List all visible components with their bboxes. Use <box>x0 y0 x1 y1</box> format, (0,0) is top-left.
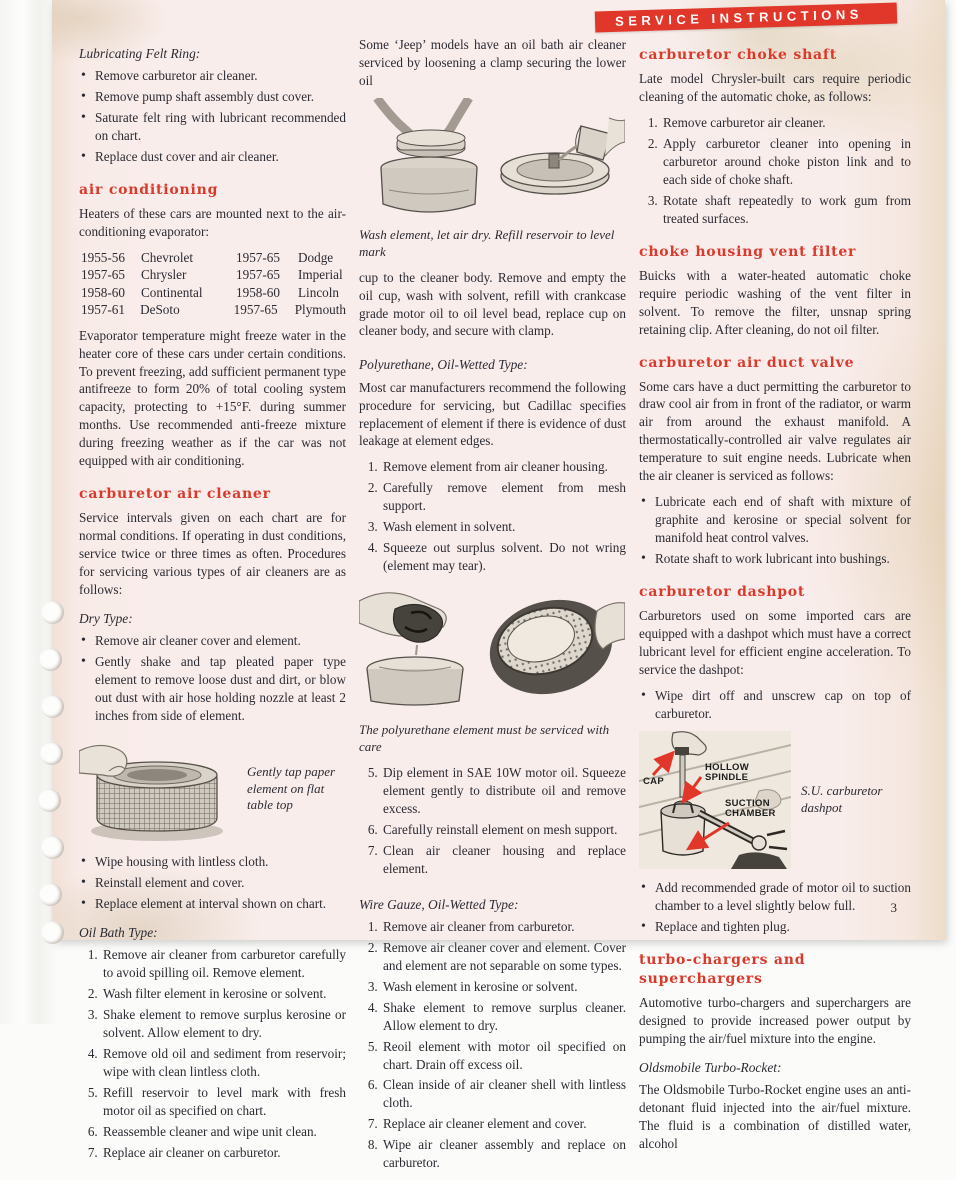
bullet-item: • Gently shake and tap pleated paper type element to remove loose dust and dirt, or blow out dust with air hose holding nozzle at least 2 inches from side of element. <box>95 653 346 725</box>
dry-figure-caption: Gently tap paper element on flat table top <box>247 763 336 813</box>
step-item: 2. Remove air cleaner cover and element. Cover and element are not separable on some types. <box>381 939 626 975</box>
step-item: 8. Wipe air cleaner assembly and replace on carburetor. <box>381 1136 626 1172</box>
page-content <box>79 34 917 1180</box>
turbo-heading: turbo-chargers and superchargers <box>639 951 806 987</box>
paper-element-illustration <box>79 733 237 845</box>
step-item: 4. Squeeze out surplus solvent. Do not wring (element may tear). <box>381 539 626 575</box>
table-cell: DeSoto <box>140 302 180 318</box>
bullet-item: • Remove air cleaner cover and element. <box>95 632 346 650</box>
binder-hole <box>39 883 62 906</box>
step-item: 2. Wash filter element in kerosine or solvent. <box>101 985 346 1003</box>
step-item: 5. Reoil element with motor oil specified on chart. Drain off excess oil. <box>381 1038 626 1074</box>
bullet-item: • Reinstall element and cover. <box>95 874 346 892</box>
binder-hole <box>38 789 61 812</box>
table-row <box>81 284 346 301</box>
table-cell: 1955-56 <box>81 249 125 265</box>
table-cell: Plymouth <box>294 302 347 318</box>
bullet-item: • Lubricate each end of shaft with mixture of graphite and kerosine or special solvent for manifold heat control valves. <box>655 493 911 547</box>
oldsmobile-heading: Oldsmobile Turbo-Rocket: <box>639 1059 782 1075</box>
felt-ring-heading: Lubricating Felt Ring: <box>79 46 201 61</box>
choke-shaft-steps <box>639 114 911 228</box>
hollow-spindle-label: HOLLOW SPINDLE <box>705 761 750 783</box>
bullet-item: • Rotate shaft to work lubricant into bushings. <box>655 550 911 568</box>
manual-page <box>52 0 945 1171</box>
step-item: 7. Replace air cleaner on carburetor. <box>101 1144 346 1162</box>
step-item: 3. Shake element to remove surplus kerosine or solvent. Allow element to dry. <box>101 1006 346 1042</box>
page-number: 3 <box>890 900 897 915</box>
step-item: 2. Apply carburetor cleaner into opening in carburetor around choke piston link and to each side of choke shaft. <box>661 135 911 189</box>
step-item: 4. Remove old oil and sediment from reservoir; wipe with clean lintless cloth. <box>101 1045 346 1081</box>
table-cell: Chevrolet <box>141 249 194 265</box>
table-cell: Dodge <box>298 249 334 265</box>
step-item: 4. Shake element to remove surplus cleaner. Allow element to dry. <box>381 999 626 1035</box>
bullet-item: • Wipe dirt off and unscrew cap on top of carburetor. <box>655 687 911 723</box>
choke-shaft-intro: Late model Chrysler-built cars require periodic cleaning of the automatic choke, as follows: <box>639 71 911 104</box>
air-cleaner-intro: Service intervals given on each chart are for normal conditions. If operating in dust conditions, service twice or three times as often. Procedures for servicing various types of air cleaners are as follows: <box>79 510 346 598</box>
jeep-paragraph: cup to the cleaner body. Remove and empty the oil cup, wash with solvent, refill with crankcase grade motor oil to oil level bead, replace cup on cleaner body, and secure with clamp. <box>359 269 626 339</box>
step-item: 6. Clean inside of air cleaner shell with lintless cloth. <box>381 1076 626 1112</box>
binder-hole <box>41 921 64 944</box>
felt-ring-list <box>79 67 346 166</box>
air-conditioning-heading: air conditioning <box>79 181 219 198</box>
bullet-item: • Replace and tighten plug. <box>655 918 911 936</box>
binder-hole <box>40 742 63 765</box>
banner-title: SERVICE INSTRUCTIONS <box>614 6 864 29</box>
table-row <box>81 301 346 318</box>
dry-type-list <box>79 632 346 725</box>
bullet-item: • Saturate felt ring with lubricant recommended on chart. <box>95 109 346 145</box>
oil-bath-heading: Oil Bath Type: <box>79 924 158 940</box>
column-1 <box>79 34 346 1180</box>
car-year-table <box>81 249 346 319</box>
dashpot-heading: carburetor dashpot <box>639 584 806 601</box>
step-item: 5. Refill reservoir to level mark with fresh motor oil as specified on chart. <box>101 1084 346 1120</box>
polyurethane-heading: Polyurethane, Oil-Wetted Type: <box>359 357 528 373</box>
polyurethane-figure <box>359 583 626 714</box>
oil-bath-steps <box>79 946 346 1161</box>
duct-valve-list <box>639 493 911 568</box>
bullet-item: • Wipe housing with lintless cloth. <box>95 853 346 871</box>
jeep-intro: Some ‘Jeep’ models have an oil bath air cleaner serviced by loosening a clamp securing the lower oil <box>359 37 626 88</box>
step-item: 1. Remove air cleaner from carburetor carefully to avoid spilling oil. Remove element. <box>101 946 346 982</box>
suction-chamber-label: SUCTION CHAMBER <box>725 797 776 819</box>
table-row <box>81 266 346 283</box>
bullet-item: • Remove pump shaft assembly dust cover. <box>95 88 346 106</box>
table-row <box>81 249 346 266</box>
table-cell: Continental <box>141 284 203 300</box>
cap-label: CAP <box>643 775 664 787</box>
table-cell: 1958-60 <box>236 284 280 300</box>
step-item: 1. Remove element from air cleaner housing. <box>381 458 626 476</box>
column-2 <box>359 34 626 1180</box>
bullet-item: • Remove carburetor air cleaner. <box>95 67 346 85</box>
dry-type-list-2 <box>79 853 346 913</box>
binder-hole <box>41 695 64 718</box>
column-3 <box>639 34 911 1180</box>
step-item: 3. Rotate shaft repeatedly to work gum from treated surfaces. <box>661 192 911 228</box>
table-cell: 1958-60 <box>81 284 125 300</box>
table-cell: 1957-65 <box>233 302 278 318</box>
step-item: 6. Reassemble cleaner and wipe unit clean. <box>101 1123 346 1141</box>
step-item: 6. Carefully reinstall element on mesh support. <box>381 821 626 839</box>
polyurethane-figure-caption: The polyurethane element must be serviced with care <box>359 722 610 754</box>
table-cell: 1957-61 <box>81 302 125 318</box>
dry-type-heading: Dry Type: <box>79 611 133 627</box>
choke-shaft-heading: carburetor choke shaft <box>639 47 838 63</box>
step-item: 5. Dip element in SAE 10W motor oil. Squeeze element gently to distribute oil and remove excess. <box>381 764 626 818</box>
binder-hole <box>41 601 64 624</box>
step-item: 3. Wash element in kerosine or solvent. <box>381 978 626 996</box>
service-instructions-banner <box>595 3 897 33</box>
dashpot-paragraph: Carburetors used on some imported cars are equipped with a dashpot which must have a correct lubricant level for efficient engine acceleration. To service the dashpot: <box>639 608 911 677</box>
table-cell: Lincoln <box>298 284 340 300</box>
duct-valve-paragraph: Some cars have a duct permitting the carburetor to draw cool air from in front of the radiator, or warm air from around the exhaust manifold. A thermostatically-controlled air valve regulates air temperature to suit engine needs. Lubricate when the air cleaner is serviced as follows: <box>639 378 911 484</box>
duct-valve-heading: carburetor air duct valve <box>639 354 855 371</box>
polyurethane-steps-2 <box>359 764 626 878</box>
air-conditioning-intro: Heaters of these cars are mounted next to the air-conditioning evaporator: <box>79 206 346 239</box>
vent-filter-heading: choke housing vent filter <box>639 243 857 260</box>
polyurethane-steps <box>359 458 626 575</box>
dashpot-figure-caption: S.U. carburetor dashpot <box>801 782 883 815</box>
table-cell: 1957-65 <box>236 267 280 283</box>
step-item: 7. Clean air cleaner housing and replace element. <box>381 842 626 878</box>
dashpot-figure <box>639 731 911 869</box>
bullet-item: • Add recommended grade of motor oil to suction chamber to a level slightly below full. <box>655 879 911 915</box>
step-item: 1. Remove carburetor air cleaner. <box>661 114 911 132</box>
turbo-paragraph: Automotive turbo-chargers and superchargers are designed to provide increased power output by pumping the air/fuel mixture into the engine. <box>639 994 911 1046</box>
wire-gauze-steps <box>359 918 626 1172</box>
step-item: 2. Carefully remove element from mesh support. <box>381 479 626 515</box>
step-item: 3. Wash element in solvent. <box>381 518 626 536</box>
binder-hole <box>41 836 64 859</box>
binder-hole <box>39 648 62 671</box>
vent-filter-paragraph: Buicks with a water-heated automatic choke require periodic washing of the vent filter in solvent. To remove the filter, unsnap spring retaining clip. After cleaning, do not oil filter. <box>639 267 911 337</box>
table-cell: 1957-65 <box>236 249 280 265</box>
table-cell: Chrysler <box>141 267 187 283</box>
jeep-oil-bath-figure <box>359 98 626 219</box>
polyurethane-intro: Most car manufacturers recommend the following procedure for servicing, but Cadillac specifies replacement of element if there is evidence of dust leakage at element edges. <box>359 379 626 449</box>
bullet-item: • Replace dust cover and air cleaner. <box>95 148 346 166</box>
oldsmobile-paragraph: The Oldsmobile Turbo-Rocket engine uses an anti-detonant fluid injected into the air/fuel mixture. The fluid is a combination of distilled water, alcohol <box>639 1081 911 1151</box>
dry-filter-figure <box>79 733 346 845</box>
evaporator-paragraph: Evaporator temperature might freeze water in the heater core of these cars under certain conditions. To prevent freezing, add sufficient permanent type antifreeze to form 20% of total cooling system capacity, protecting to +15°F. during summer months. Use recommended anti-freeze mixture during freezing weather as if the car was not equipped with air conditioning. <box>79 327 346 469</box>
jeep-figure-caption: Wash element, let air dry. Refill reservoir to level mark <box>359 226 615 259</box>
table-cell: 1957-65 <box>81 267 125 283</box>
carburetor-air-cleaner-heading: carburetor air cleaner <box>79 486 271 503</box>
table-cell: Imperial <box>298 267 343 283</box>
step-item: 1. Remove air cleaner from carburetor. <box>381 918 626 936</box>
dashpot-list-2 <box>639 879 911 936</box>
dashpot-illustration-wrap <box>639 731 791 869</box>
wire-gauze-heading: Wire Gauze, Oil-Wetted Type: <box>359 896 519 912</box>
squeeze-element-illustration <box>359 583 625 709</box>
scanner-background <box>0 0 56 1024</box>
dashpot-list-1 <box>639 687 911 723</box>
oil-bath-service-illustration <box>359 98 625 214</box>
bullet-item: • Replace element at interval shown on chart. <box>95 895 346 913</box>
step-item: 7. Replace air cleaner element and cover. <box>381 1115 626 1133</box>
